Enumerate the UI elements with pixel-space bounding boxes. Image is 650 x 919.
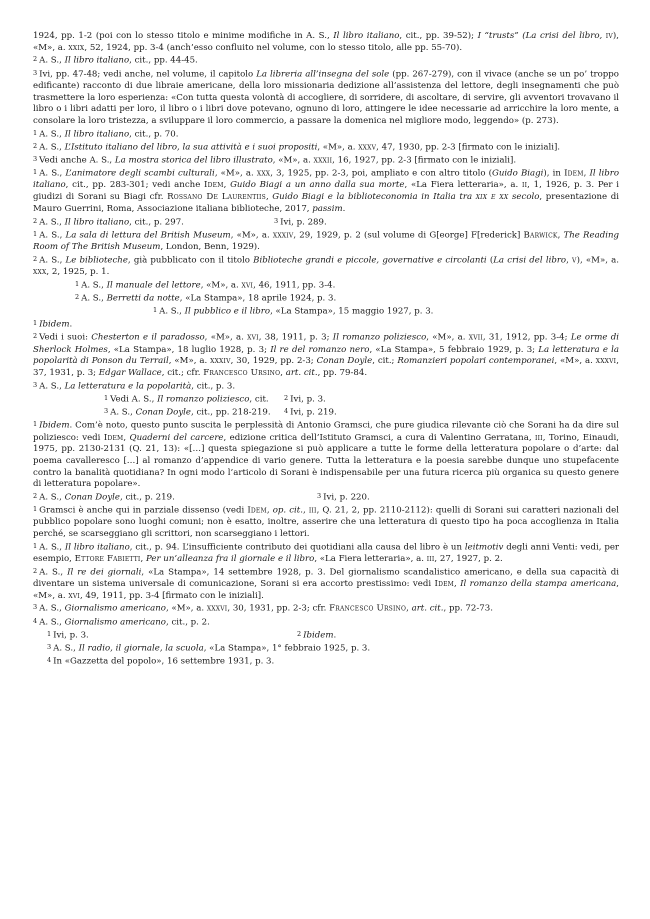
footnote-1: $^1$ A. S., Il pubblico e il libro, «La Stampa», 15 maggio 1927, p. 3. bbox=[153, 305, 434, 317]
footnote-3: $^3$ Ivi, p. 289. bbox=[274, 216, 327, 228]
footnote-3: $^3$ A. S., Giornalismo americano, «M», a. xxxvi, 30, 1931, pp. 2-3; cfr. Francesco Ursino, art. cit., pp. 72-73. bbox=[33, 603, 493, 614]
footnote-1: $^1$ Vedi A. S., Il romanzo poliziesco, cit. bbox=[104, 393, 269, 405]
footnote-2: $^2$ A. S., Il libro italiano, cit., p. 297. bbox=[33, 216, 184, 228]
footnote-1: $^1$ Gramsci è anche qui in parziale dissenso (vedi Idem, op. cit., iii, Q. 21, 2, pp. 2110-2112): quelli di Sorani sui caratteri nazionali del pubblico popolare sono luoghi comuni; non è esatto, inoltre, asserire che una letteratura di questo tipo ha poca accoglienza in Italia perché, se scarseggiano gli scrittori, non scarseggiano i lettori. bbox=[33, 505, 620, 540]
footnote-4: $^4$ A. S., Giornalismo americano, cit., p. 2. bbox=[33, 616, 210, 628]
footnote-2: $^2$ A. S., L’Istituto italiano del libro, la sua attività e i suoi propositi, «M», a. xxxv, 47, 1930, pp. 2-3 [firmato con le iniziali]. bbox=[33, 141, 561, 153]
footnote-1: $^1$ Ibidem. Com’è noto, questo punto suscita le perplessità di Antonio Gramsci, che pure giudica rilevante ciò che Sorani ha da dire sul poliziesco: vedi Idem, Quaderni del carcere, edizione critica dell’Istituto Gramsci, a cura di Valentino Gerratana, iii, Torino, Einaudi, 1975, pp. 2130-2131 (Q. 21, 13): «[…] questa spiegazione si può applicare a tutte le forme della letteratura popolare o d’arte: dal poema cavalleresco […] al romanzo d’appendice di vario genere. Tutta la letteratura e la poesia sarebbe dunque uno stupefacente contro la banalità quotidiana? In ogni modo l’articolo di Sorani è indispensabile per una futura ricerca più organica su questo genere di letteratura popolare». bbox=[33, 420, 620, 490]
footnote-3: $^3$ Ivi, p. 220. bbox=[317, 492, 370, 503]
footnote-3: $^3$ Vedi anche A. S., La mostra storica del libro illustrato, «M», a. xxxii, 16, 1927, pp. 2-3 [firmato con le iniziali]. bbox=[33, 155, 517, 166]
footnote-2: $^2$ A. S., Berretti da notte, «La Stampa», 18 aprile 1924, p. 3. bbox=[75, 292, 337, 304]
footnote-pair bbox=[33, 216, 619, 229]
footnote-3: $^3$ Ivi, pp. 47-48; vedi anche, nel volume, il capitolo La libreria all’insegna del sole (pp. 267-279), con il vivace (anche se un po’ troppo edificante) racconto di due libraie americane, della loro missionaria dedizione all’assistenza del lettore, degli insegnamenti che può trasmettere la loro esperienza: «Con tutta questa volontà di accogliere, di sorridere, di ascoltare, di servire, gli avventori trovavano il libro o i libri adatti per loro, il libro o i libri dove potevano, ognuno di loro, attingere le idee necessarie ad arricchire la loro mente, a consolare la loro tristezza, a sviluppare il loro commercio, a passare la domenica nel migliore modo, leggendo» (p. 273). bbox=[33, 68, 619, 126]
footnote-2: $^2$ A. S., Le biblioteche, già pubblicato con il titolo Biblioteche grandi e piccole, governative e circolanti (La crisi del libro, v), «M», a. xxx, 2, 1925, p. 1. bbox=[33, 254, 619, 277]
footnote-pair bbox=[33, 393, 619, 406]
footnote-1: $^1$ Ivi, p. 3. bbox=[47, 629, 89, 641]
footnote-pair bbox=[33, 629, 619, 642]
footnote-1: $^1$ Ibidem. bbox=[33, 319, 73, 330]
footnote-1: $^1$ A. S., Il manuale del lettore, «M», a. xvi, 46, 1911, pp. 3-4. bbox=[75, 279, 336, 291]
footnote-1: $^1$ A. S., Il libro italiano, cit., p. 70. bbox=[33, 128, 179, 140]
footnote-3: $^3$ A. S., Il radio, il giornale, la scuola, «La Stampa», 1° febbraio 1925, p. 3. bbox=[47, 642, 371, 654]
footnote-2: $^2$ A. S., Il libro italiano, cit., pp. 44-45. bbox=[33, 55, 198, 66]
footnotes-page bbox=[33, 31, 619, 668]
footnote-pair bbox=[33, 491, 619, 504]
footnote-2: $^2$ A. S., Il re dei giornali, «La Stampa», 14 settembre 1928, p. 3. Del giornalismo scandalistico americano, e della sua capacità di diventare un sistema universale di comunicazione, Sorani si era accorto prestissimo: vedi Idem, Il romanzo della stampa americana, «M», a. xvi, 49, 1911, pp. 3-4 [firmato con le iniziali]. bbox=[33, 566, 620, 601]
footnote-4: $^4$ Ivi, p. 219. bbox=[284, 407, 337, 418]
footnote-1: $^1$ A. S., Il libro italiano, cit., p. 94. L’insufficiente contributo dei quotidiani alla causa del libro è un leitmotiv degli anni Venti: vedi, per esempio, Ettore Fabietti, Per un’alleanza fra il giornale e il libro, «La Fiera letteraria», a. iii, 27, 1927, p. 2. bbox=[33, 541, 620, 565]
footnote-3: $^3$ A. S., Conan Doyle, cit., pp. 218-219. bbox=[104, 407, 271, 418]
footnote-continuation: 1924, pp. 1-2 (poi con lo stesso titolo e minime modifiche in A. S., Il libro italiano, cit., pp. 39-52); I “trusts” (La crisi del libro, iv), «M», a. xxix, 52, 1924, pp. 3-4 (anch’esso confluito nel volume, con lo stesso titolo, alle pp. 55-70). bbox=[33, 31, 619, 53]
footnote-2: $^2$ A. S., Conan Doyle, cit., p. 219. bbox=[33, 492, 175, 503]
footnote-2: $^2$ Ibidem. bbox=[297, 629, 337, 641]
footnote-1: $^1$ A. S., La sala di lettura del British Museum, «M», a. xxxiv, 29, 1929, p. 2 (sul volume di G[eorge] F[rederick] Barwick, The Reading Room of The British Museum, London, Benn, 1929). bbox=[33, 229, 619, 252]
footnote-1: $^1$ A. S., L’animatore degli scambi culturali, «M», a. xxx, 3, 1925, pp. 2-3, poi, ampliato e con altro titolo (Guido Biagi), in Idem, Il libro italiano, cit., pp. 283-301; vedi anche Idem, Guido Biagi a un anno dalla sua morte, «La Fiera letteraria», a. ii, 1, 1926, p. 3. Per i giudizi di Sorani su Biagi cfr. Rossano De Laurentiis, Guido Biagi e la biblioteconomia in Italia tra xix e xx secolo, presentazione di Mauro Guerrini, Roma, Associazione italiana biblioteche, 2017, passim. bbox=[33, 168, 620, 214]
footnote-2: $^2$ Vedi i suoi: Chesterton e il paradosso, «M», a. xvi, 38, 1911, p. 3; Il romanzo poliziesco, «M», a. xvii, 31, 1912, pp. 3-4; Le orme di Sherlock Holmes, «La Stampa», 18 luglio 1928, p. 3; Il re del romanzo nero, «La Stampa», 5 febbraio 1929, p. 3; La letteratura e la popolarità di Ponson du Terrail, «M», a. xxxiv, 30, 1929, pp. 2-3; Conan Doyle, cit.; Romanzieri popolari contemporanei, «M», a. xxxvi, 37, 1931, p. 3; Edgar Wallace, cit.; cfr. Francesco Ursino, art. cit., pp. 79-84. bbox=[33, 332, 620, 378]
footnote-pair bbox=[33, 406, 619, 419]
footnote-3: $^3$ A. S., La letteratura e la popolarità, cit., p. 3. bbox=[33, 380, 236, 392]
footnote-4: $^4$ In «Gazzetta del popolo», 16 settembre 1931, p. 3. bbox=[47, 656, 275, 667]
footnote-2: $^2$ Ivi, p. 3. bbox=[284, 393, 326, 405]
